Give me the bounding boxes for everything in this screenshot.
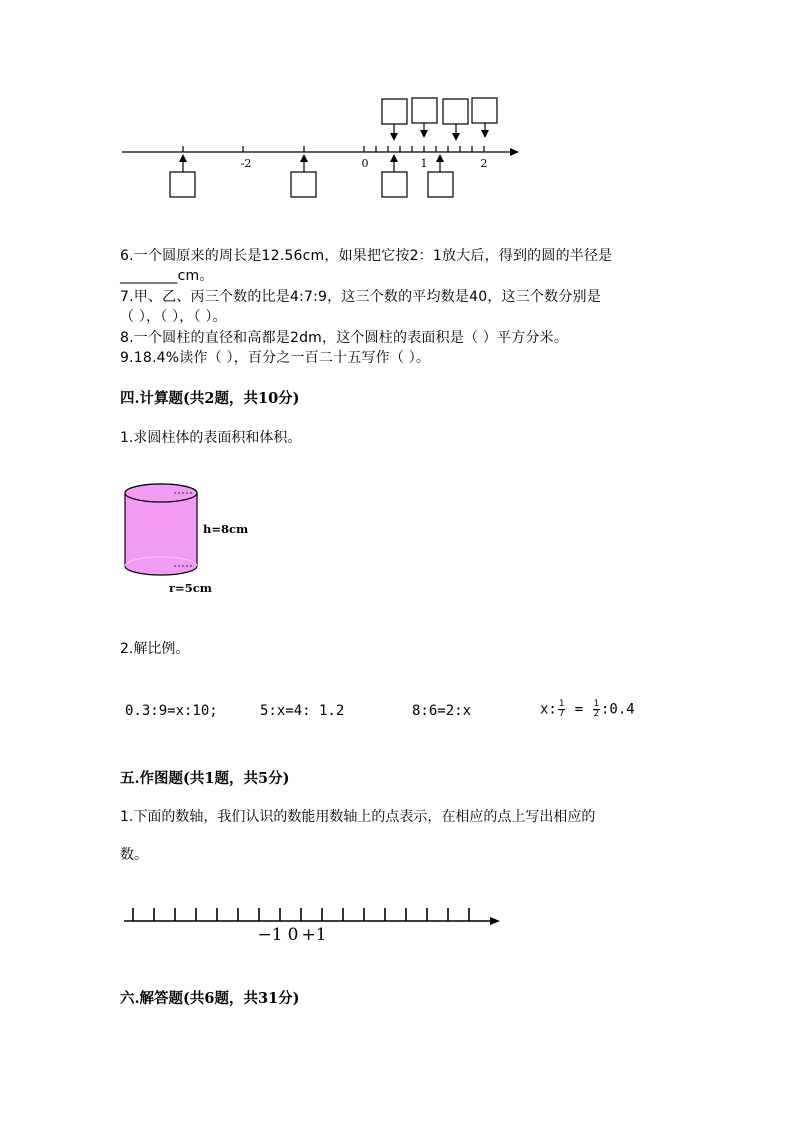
answer-box-top-3: [443, 99, 468, 124]
question-6-line-1: 6.一个圆原来的周长是12.56cm，如果把它按2：1放大后，得到的圆的半径是: [120, 248, 613, 264]
eq4-prefix: x:: [540, 701, 557, 718]
section-5-question-1-line-1: 1.下面的数轴，我们认识的数能用数轴上的点表示，在相应的点上写出相应的: [120, 809, 596, 825]
answer-box-top-1: [382, 99, 407, 124]
proportion-equation-3: 8:6=2:x: [412, 703, 472, 719]
answer-box-top-4: [472, 98, 497, 123]
section-4-question-1: 1.求圆柱体的表面积和体积。: [120, 430, 302, 446]
cylinder-radius-label: r=5cm: [169, 581, 212, 595]
question-7-line-2: （ ），（ ），（ ）。: [120, 309, 227, 325]
eq4-fraction-1: $\frac{1}{7}$: [558, 699, 565, 719]
eq4-suffix: :0.4: [601, 701, 635, 718]
top-number-line-figure: [0, 0, 794, 215]
axis-arrowhead: [510, 148, 519, 156]
answer-box-bottom-2: [291, 172, 316, 197]
proportion-equation-4: [540, 700, 635, 719]
cylinder-height-label: h=8cm: [203, 522, 249, 536]
axis-arrowhead-2: [490, 917, 500, 925]
axis-label-plus1: +1: [301, 925, 327, 945]
section-5-question-1-line-2: 数。: [120, 847, 148, 863]
question-7-line-1: 7.甲、乙、丙三个数的比是4:7:9，这三个数的平均数是40，这三个数分别是: [120, 289, 601, 305]
tick-label-1: 1: [420, 157, 428, 170]
proportion-equation-1: 0.3:9=x:10;: [125, 703, 218, 719]
answer-box-bottom-3: [382, 172, 407, 197]
tick-label-neg2: -2: [240, 157, 252, 170]
question-8: 8.一个圆柱的直径和高都是2dm，这个圆柱的表面积是（ ）平方分米。: [120, 330, 569, 346]
eq4-fraction-2: $\frac{1}{2}$: [593, 699, 599, 719]
cylinder-top: [125, 484, 197, 502]
question-9: 9.18.4%读作（ ），百分之一百二十五写作（ ）。: [120, 350, 431, 366]
axis-label-minus1: −1: [257, 925, 283, 945]
answer-box-top-2: [412, 98, 437, 123]
proportion-equation-2: 5:x=4: 1.2: [260, 703, 345, 719]
question-6-line-2: ________cm。: [120, 268, 214, 284]
tick-label-2: 2: [480, 157, 488, 170]
section-4-question-2: 2.解比例。: [120, 641, 190, 657]
section-4-heading: 四.计算题(共2题，共10分): [120, 390, 300, 407]
answer-box-bottom-4: [428, 172, 453, 197]
bottom-number-line-figure: [0, 895, 794, 950]
answer-box-bottom-1: [170, 172, 195, 197]
section-6-heading: 六.解答题(共6题，共31分): [120, 990, 300, 1007]
axis-label-0: 0: [287, 925, 299, 945]
section-5-heading: 五.作图题(共1题，共5分): [120, 770, 290, 787]
eq4-equals: =: [566, 701, 592, 718]
tick-label-0: 0: [361, 157, 369, 170]
cylinder-figure: [115, 478, 255, 603]
